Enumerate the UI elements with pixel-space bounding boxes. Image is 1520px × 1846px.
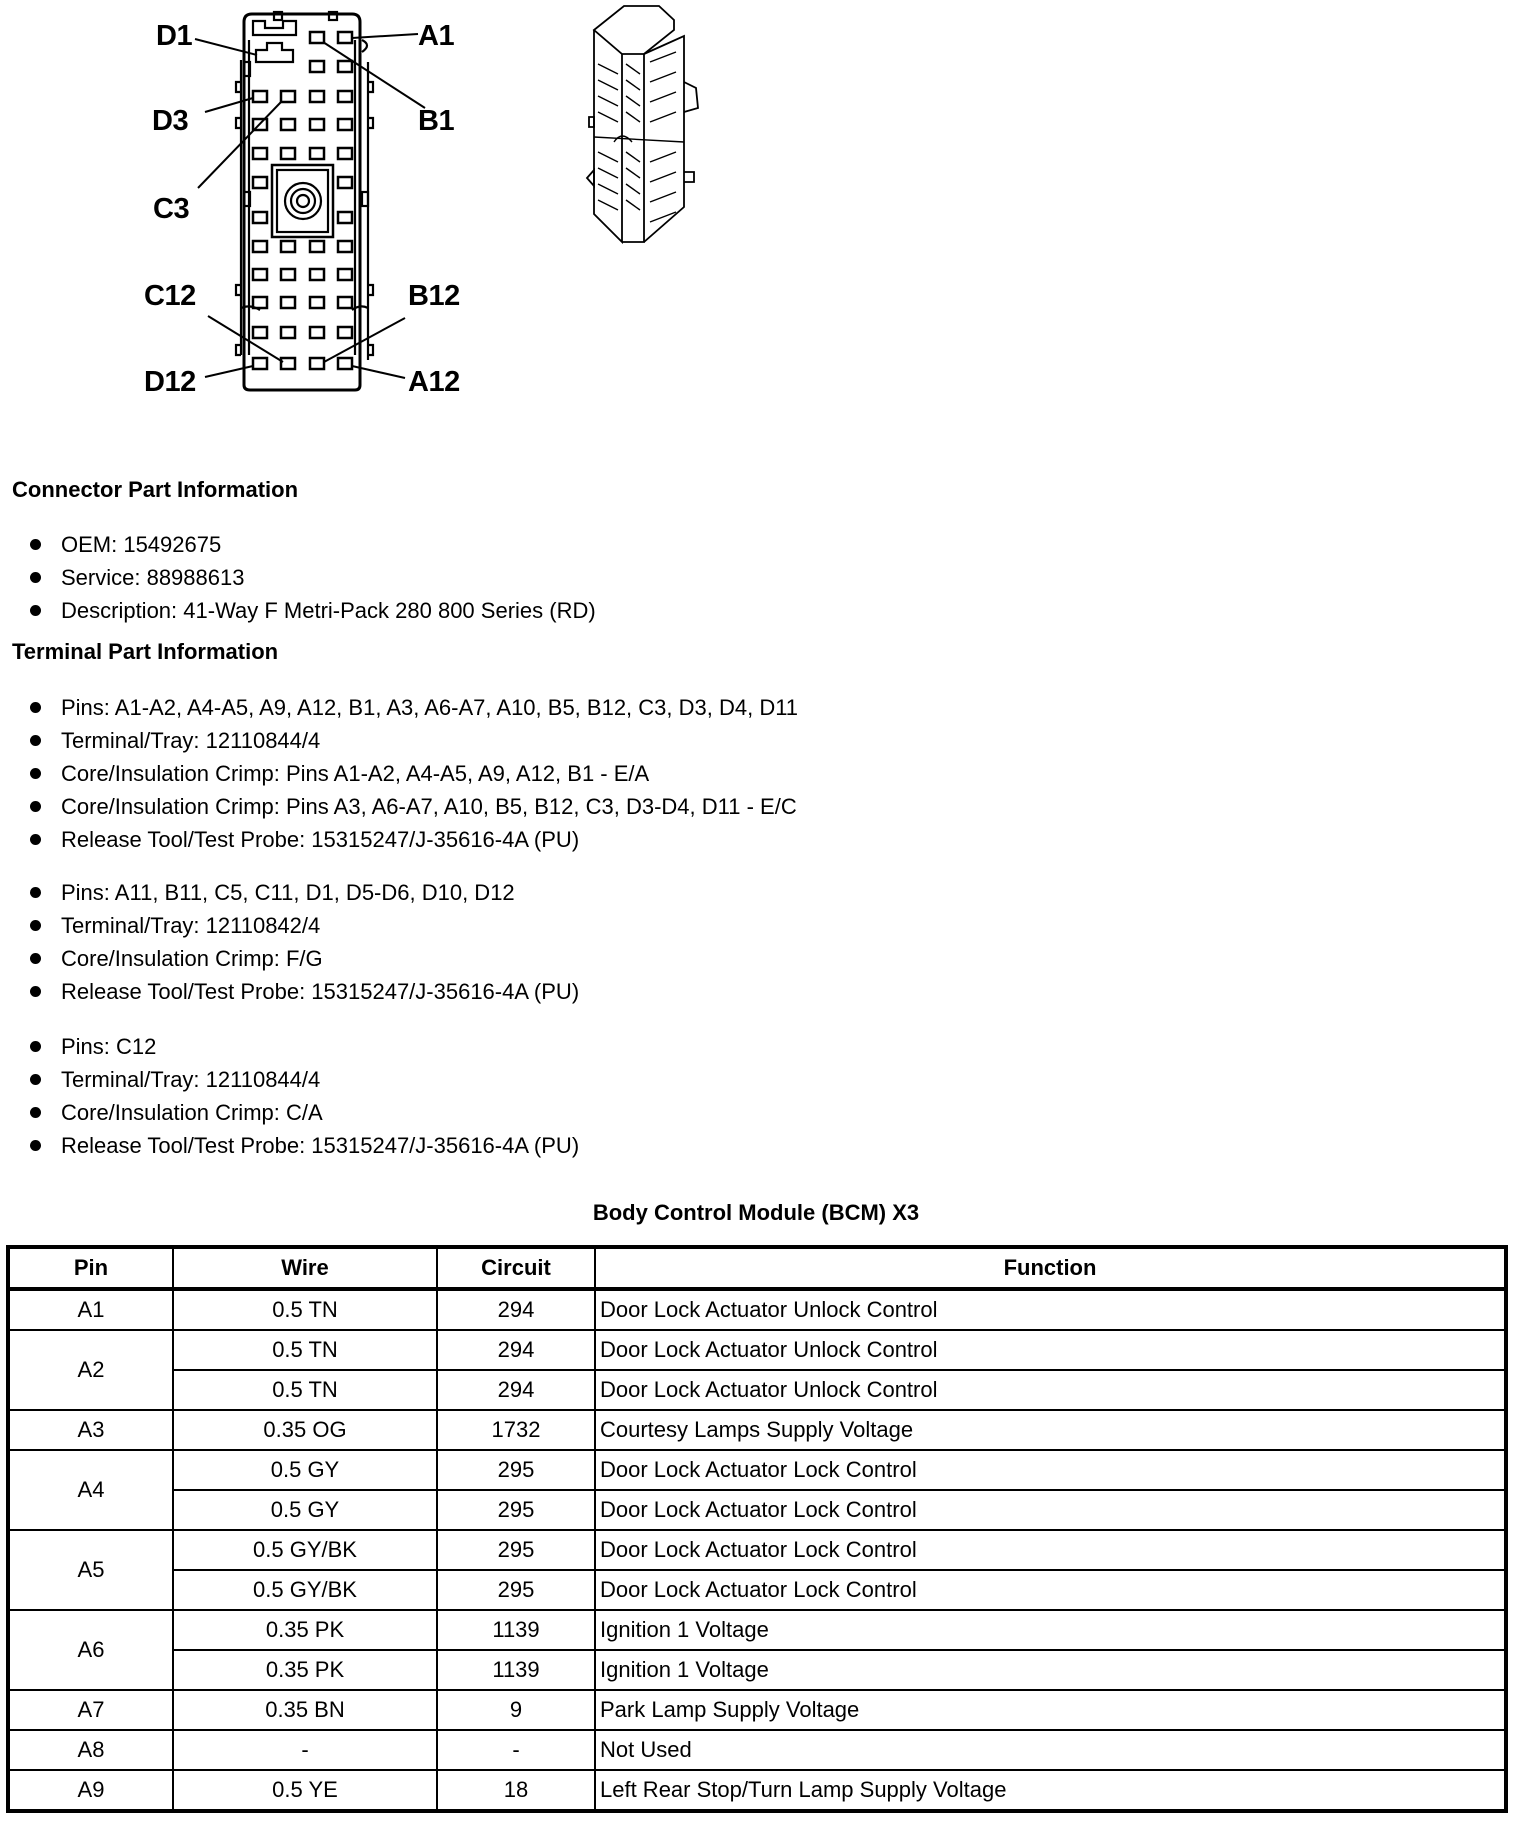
function-cell: Courtesy Lamps Supply Voltage (595, 1410, 1506, 1450)
circuit-cell: 294 (437, 1370, 595, 1410)
table-row (8, 1410, 1506, 1450)
wire-cell: - (173, 1730, 437, 1770)
bullet-icon (30, 801, 41, 812)
bullet-icon (30, 953, 41, 964)
table-row (8, 1770, 1506, 1811)
pin-label-d12: D12 (144, 366, 196, 398)
list-item: Release Tool/Test Probe: 15315247/J-35616-4A (PU) (30, 1135, 579, 1157)
table-row (8, 1690, 1506, 1730)
function-cell: Left Rear Stop/Turn Lamp Supply Voltage (595, 1770, 1506, 1811)
list-item: Core/Insulation Crimp: Pins A1-A2, A4-A5, A9, A12, B1 - E/A (30, 763, 649, 785)
pin-cell: A9 (8, 1770, 173, 1811)
function-cell: Park Lamp Supply Voltage (595, 1690, 1506, 1730)
pin-label-d3: D3 (152, 105, 189, 137)
pin-label-a12: A12 (408, 366, 460, 398)
pin-label-b12: B12 (408, 280, 460, 312)
table-row (8, 1530, 1506, 1570)
function-cell: Door Lock Actuator Unlock Control (595, 1289, 1506, 1330)
wire-cell: 0.35 OG (173, 1410, 437, 1450)
bullet-icon (30, 702, 41, 713)
function-cell: Door Lock Actuator Unlock Control (595, 1330, 1506, 1370)
wire-cell: 0.5 GY (173, 1450, 437, 1490)
list-item: Pins: A1-A2, A4-A5, A9, A12, B1, A3, A6-A7, A10, B5, B12, C3, D3, D4, D11 (30, 697, 798, 719)
function-cell: Ignition 1 Voltage (595, 1610, 1506, 1650)
circuit-cell: 1139 (437, 1610, 595, 1650)
list-item: Description: 41-Way F Metri-Pack 280 800 Series (RD) (30, 600, 596, 622)
wire-cell: 0.35 PK (173, 1650, 437, 1690)
bullet-icon (30, 1041, 41, 1052)
pin-label-d1: D1 (156, 20, 193, 52)
wire-cell: 0.5 TN (173, 1289, 437, 1330)
pin-cell: A5 (8, 1530, 173, 1610)
circuit-cell: 295 (437, 1490, 595, 1530)
bullet-icon (30, 834, 41, 845)
bullet-icon (30, 986, 41, 997)
bullet-icon (30, 539, 41, 550)
circuit-cell: 1732 (437, 1410, 595, 1450)
pin-cell: A6 (8, 1610, 173, 1690)
bullet-icon (30, 768, 41, 779)
function-cell: Door Lock Actuator Lock Control (595, 1490, 1506, 1530)
column-header-function: Function (595, 1247, 1506, 1289)
function-cell: Door Lock Actuator Lock Control (595, 1450, 1506, 1490)
wire-cell: 0.5 TN (173, 1370, 437, 1410)
list-item: OEM: 15492675 (30, 534, 221, 556)
bullet-icon (30, 1074, 41, 1085)
connector-diagram (0, 0, 760, 420)
function-cell: Door Lock Actuator Lock Control (595, 1530, 1506, 1570)
circuit-cell: 295 (437, 1450, 595, 1490)
wire-cell: 0.5 TN (173, 1330, 437, 1370)
table-title: Body Control Module (BCM) X3 (592, 1200, 920, 1225)
pinout-table (6, 1245, 1508, 1813)
wire-cell: 0.35 PK (173, 1610, 437, 1650)
connector-part-info-heading: Connector Part Information (12, 477, 299, 502)
function-cell: Door Lock Actuator Unlock Control (595, 1370, 1506, 1410)
bullet-icon (30, 920, 41, 931)
list-item: Release Tool/Test Probe: 15315247/J-35616-4A (PU) (30, 829, 579, 851)
wire-cell: 0.35 BN (173, 1690, 437, 1730)
function-cell: Door Lock Actuator Lock Control (595, 1570, 1506, 1610)
table-row (8, 1570, 1506, 1610)
pin-cell: A8 (8, 1730, 173, 1770)
wire-cell: 0.5 GY (173, 1490, 437, 1530)
list-item: Terminal/Tray: 12110844/4 (30, 1069, 320, 1091)
pin-cell: A4 (8, 1450, 173, 1530)
circuit-cell: - (437, 1730, 595, 1770)
list-item: Core/Insulation Crimp: C/A (30, 1102, 323, 1124)
circuit-cell: 295 (437, 1530, 595, 1570)
table-row (8, 1610, 1506, 1650)
wire-cell: 0.5 GY/BK (173, 1570, 437, 1610)
list-item: Terminal/Tray: 12110842/4 (30, 915, 320, 937)
bullet-icon (30, 887, 41, 898)
bullet-icon (30, 605, 41, 616)
wire-cell: 0.5 GY/BK (173, 1530, 437, 1570)
list-item: Terminal/Tray: 12110844/4 (30, 730, 320, 752)
bullet-icon (30, 1140, 41, 1151)
pin-cell: A3 (8, 1410, 173, 1450)
table-header-row (8, 1247, 1506, 1289)
wire-cell: 0.5 YE (173, 1770, 437, 1811)
list-item: Release Tool/Test Probe: 15315247/J-35616-4A (PU) (30, 981, 579, 1003)
circuit-cell: 294 (437, 1289, 595, 1330)
bullet-icon (30, 572, 41, 583)
list-item: Pins: A11, B11, C5, C11, D1, D5-D6, D10, D12 (30, 882, 515, 904)
function-cell: Not Used (595, 1730, 1506, 1770)
circuit-cell: 294 (437, 1330, 595, 1370)
table-row (8, 1730, 1506, 1770)
pin-label-c12: C12 (144, 280, 196, 312)
list-item: Core/Insulation Crimp: Pins A3, A6-A7, A10, B5, B12, C3, D3-D4, D11 - E/C (30, 796, 797, 818)
bullet-icon (30, 735, 41, 746)
pin-label-b1: B1 (418, 105, 455, 137)
list-item: Core/Insulation Crimp: F/G (30, 948, 323, 970)
circuit-cell: 9 (437, 1690, 595, 1730)
function-cell: Ignition 1 Voltage (595, 1650, 1506, 1690)
connector-side-view-drawing (584, 2, 714, 252)
table-row (8, 1450, 1506, 1490)
column-header-circuit: Circuit (437, 1247, 595, 1289)
circuit-cell: 18 (437, 1770, 595, 1811)
list-item: Pins: C12 (30, 1036, 156, 1058)
table-row (8, 1370, 1506, 1410)
pin-label-a1: A1 (418, 20, 455, 52)
pin-cell: A1 (8, 1289, 173, 1330)
circuit-cell: 295 (437, 1570, 595, 1610)
pin-cell: A7 (8, 1690, 173, 1730)
column-header-pin: Pin (8, 1247, 173, 1289)
table-row (8, 1330, 1506, 1370)
pin-cell: A2 (8, 1330, 173, 1410)
terminal-part-info-heading: Terminal Part Information (12, 639, 279, 664)
bullet-icon (30, 1107, 41, 1118)
pin-label-c3: C3 (153, 193, 190, 225)
column-header-wire: Wire (173, 1247, 437, 1289)
circuit-cell: 1139 (437, 1650, 595, 1690)
table-row (8, 1490, 1506, 1530)
table-row (8, 1289, 1506, 1330)
list-item: Service: 88988613 (30, 567, 244, 589)
table-row (8, 1650, 1506, 1690)
